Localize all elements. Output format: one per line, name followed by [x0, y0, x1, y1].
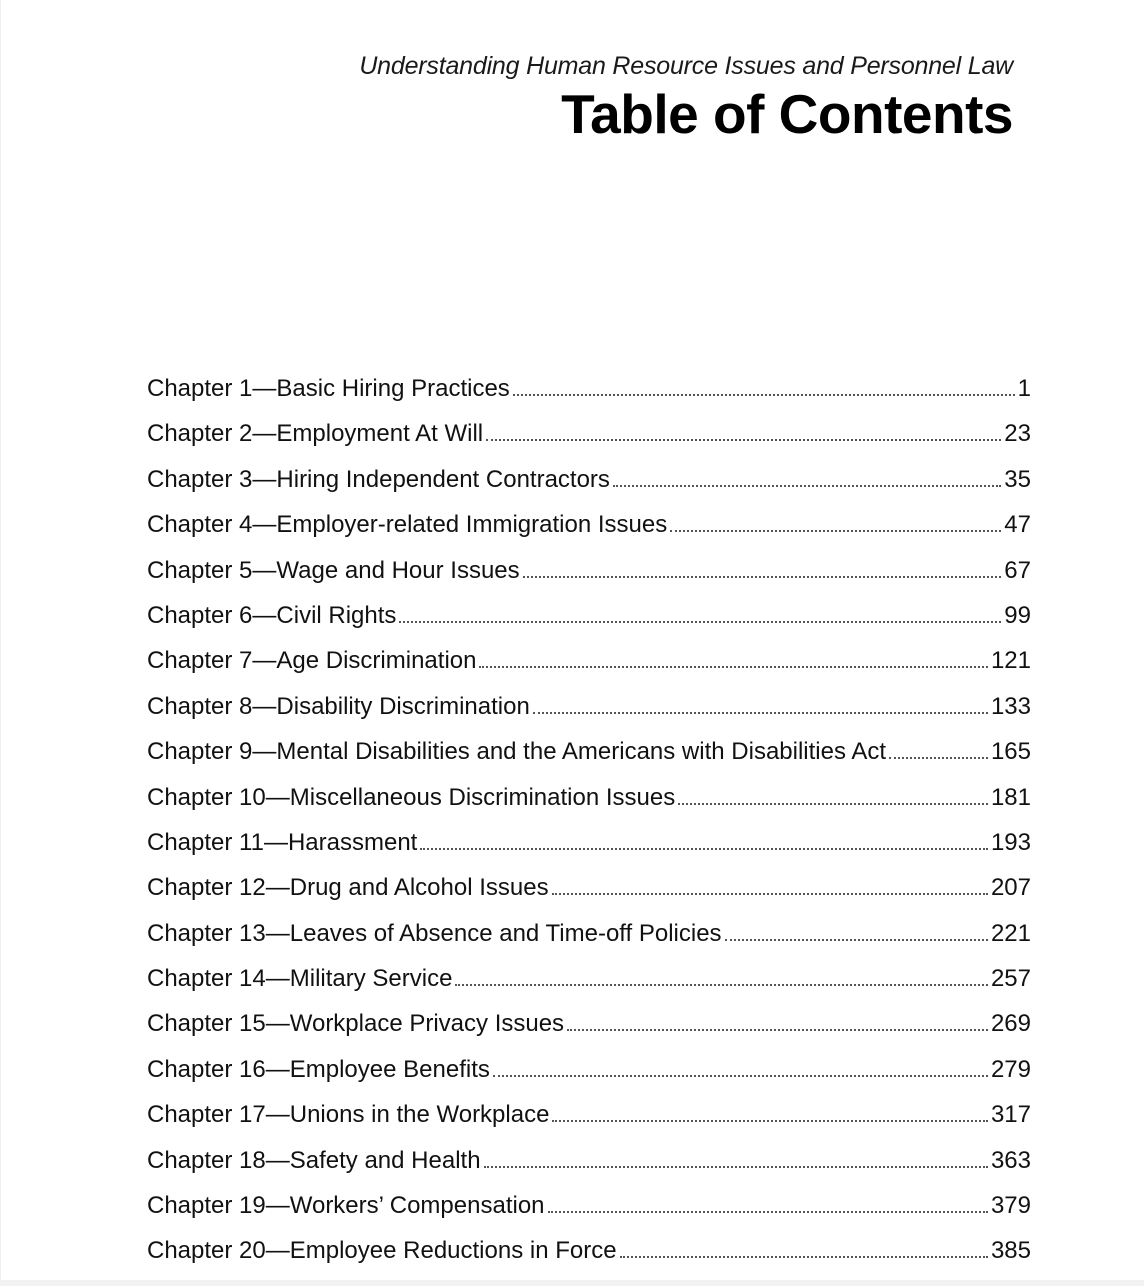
toc-entry[interactable] [147, 781, 1031, 826]
toc-entry-label: Chapter 9—Mental Disabilities and the Americans with Disabilities Act [147, 738, 886, 766]
toc-entry[interactable] [147, 463, 1031, 508]
dot-leader [420, 847, 988, 850]
toc-entry[interactable] [147, 735, 1031, 780]
dot-leader [678, 802, 988, 805]
toc-entry-label: Chapter 1—Basic Hiring Practices [147, 375, 510, 402]
dot-leader [548, 1210, 988, 1213]
toc-entry-page: 269 [990, 1010, 1031, 1038]
dot-leader [513, 393, 1015, 396]
toc-entry[interactable] [147, 1234, 1031, 1279]
toc-entry-page: 133 [990, 692, 1031, 720]
dot-leader [889, 756, 988, 759]
page-bottom-edge [0, 1280, 1144, 1286]
toc-entry-label: Chapter 5—Wage and Hour Issues [147, 556, 520, 584]
toc-entry-label: Chapter 20—Employee Reductions in Force [147, 1237, 617, 1265]
dot-leader [486, 438, 1001, 441]
toc-entry-page: 385 [990, 1237, 1031, 1265]
toc-entry-page: 257 [990, 965, 1031, 993]
dot-leader [479, 665, 987, 668]
toc-entry-page: 279 [990, 1055, 1031, 1083]
dot-leader [523, 575, 1002, 578]
table-of-contents [147, 372, 1031, 1280]
toc-entry[interactable] [147, 417, 1031, 462]
toc-entry-label: Chapter 11—Harassment [147, 828, 418, 856]
toc-entry-label: Chapter 7—Age Discrimination [147, 647, 477, 675]
dot-leader [670, 529, 1001, 532]
toc-entry-label: Chapter 2—Employment At Will [147, 420, 484, 448]
dot-leader [552, 892, 988, 895]
toc-entry-page: 193 [990, 828, 1031, 856]
dot-leader [533, 711, 988, 714]
dot-leader [552, 1119, 988, 1122]
toc-entry-page: 47 [1004, 511, 1031, 539]
toc-entry[interactable] [147, 644, 1031, 689]
toc-entry[interactable] [147, 1189, 1031, 1234]
toc-entry-page: 1 [1017, 375, 1031, 402]
toc-entry-label: Chapter 4—Employer-related Immigration Issues [147, 511, 668, 539]
toc-entry-label: Chapter 8—Disability Discrimination [147, 692, 530, 720]
toc-entry-page: 207 [990, 874, 1031, 902]
toc-entry-label: Chapter 13—Leaves of Absence and Time-off Policies [147, 919, 722, 947]
toc-entry[interactable] [147, 554, 1031, 599]
page-header [359, 50, 1013, 144]
dot-leader [484, 1165, 988, 1168]
toc-entry[interactable] [147, 962, 1031, 1007]
toc-entry[interactable] [147, 599, 1031, 644]
dot-leader [620, 1255, 988, 1258]
toc-entry-page: 35 [1004, 465, 1031, 493]
toc-entry-label: Chapter 15—Workplace Privacy Issues [147, 1010, 565, 1038]
toc-entry[interactable] [147, 372, 1031, 417]
toc-entry[interactable] [147, 871, 1031, 916]
dot-leader [455, 983, 988, 986]
toc-entry-page: 221 [990, 919, 1031, 947]
toc-entry[interactable] [147, 508, 1031, 553]
toc-entry-label: Chapter 18—Safety and Health [147, 1146, 481, 1174]
toc-entry-page: 181 [990, 783, 1031, 811]
dot-leader [613, 484, 1001, 487]
toc-entry-page: 121 [990, 647, 1031, 675]
toc-entry[interactable] [147, 1053, 1031, 1098]
dot-leader [493, 1074, 988, 1077]
toc-entry-label: Chapter 3—Hiring Independent Contractors [147, 465, 610, 493]
toc-entry[interactable] [147, 1144, 1031, 1189]
toc-entry-page: 67 [1004, 556, 1031, 584]
toc-entry-label: Chapter 6—Civil Rights [147, 601, 397, 629]
dot-leader [725, 938, 988, 941]
toc-entry-page: 317 [990, 1101, 1031, 1129]
page-title: Table of Contents [561, 83, 1013, 145]
toc-entry-label: Chapter 12—Drug and Alcohol Issues [147, 874, 549, 902]
toc-entry-label: Chapter 14—Military Service [147, 965, 453, 993]
toc-entry[interactable] [147, 826, 1031, 871]
toc-entry-page: 363 [990, 1146, 1031, 1174]
toc-entry[interactable] [147, 690, 1031, 735]
dot-leader [399, 620, 1001, 623]
toc-entry-label: Chapter 16—Employee Benefits [147, 1055, 490, 1083]
toc-entry-label: Chapter 10—Miscellaneous Discrimination Issues [147, 783, 676, 811]
book-title: Understanding Human Resource Issues and Personnel Law [359, 52, 1013, 80]
toc-entry-page: 23 [1004, 420, 1031, 448]
dot-leader [567, 1028, 988, 1031]
toc-entry[interactable] [147, 1098, 1031, 1143]
toc-entry-page: 379 [990, 1192, 1031, 1220]
toc-entry[interactable] [147, 917, 1031, 962]
toc-entry-label: Chapter 19—Workers’ Compensation [147, 1192, 545, 1220]
toc-entry[interactable] [147, 1007, 1031, 1052]
toc-entry-page: 99 [1004, 601, 1031, 629]
toc-entry-label: Chapter 17—Unions in the Workplace [147, 1101, 550, 1129]
toc-entry-page: 165 [990, 738, 1031, 766]
